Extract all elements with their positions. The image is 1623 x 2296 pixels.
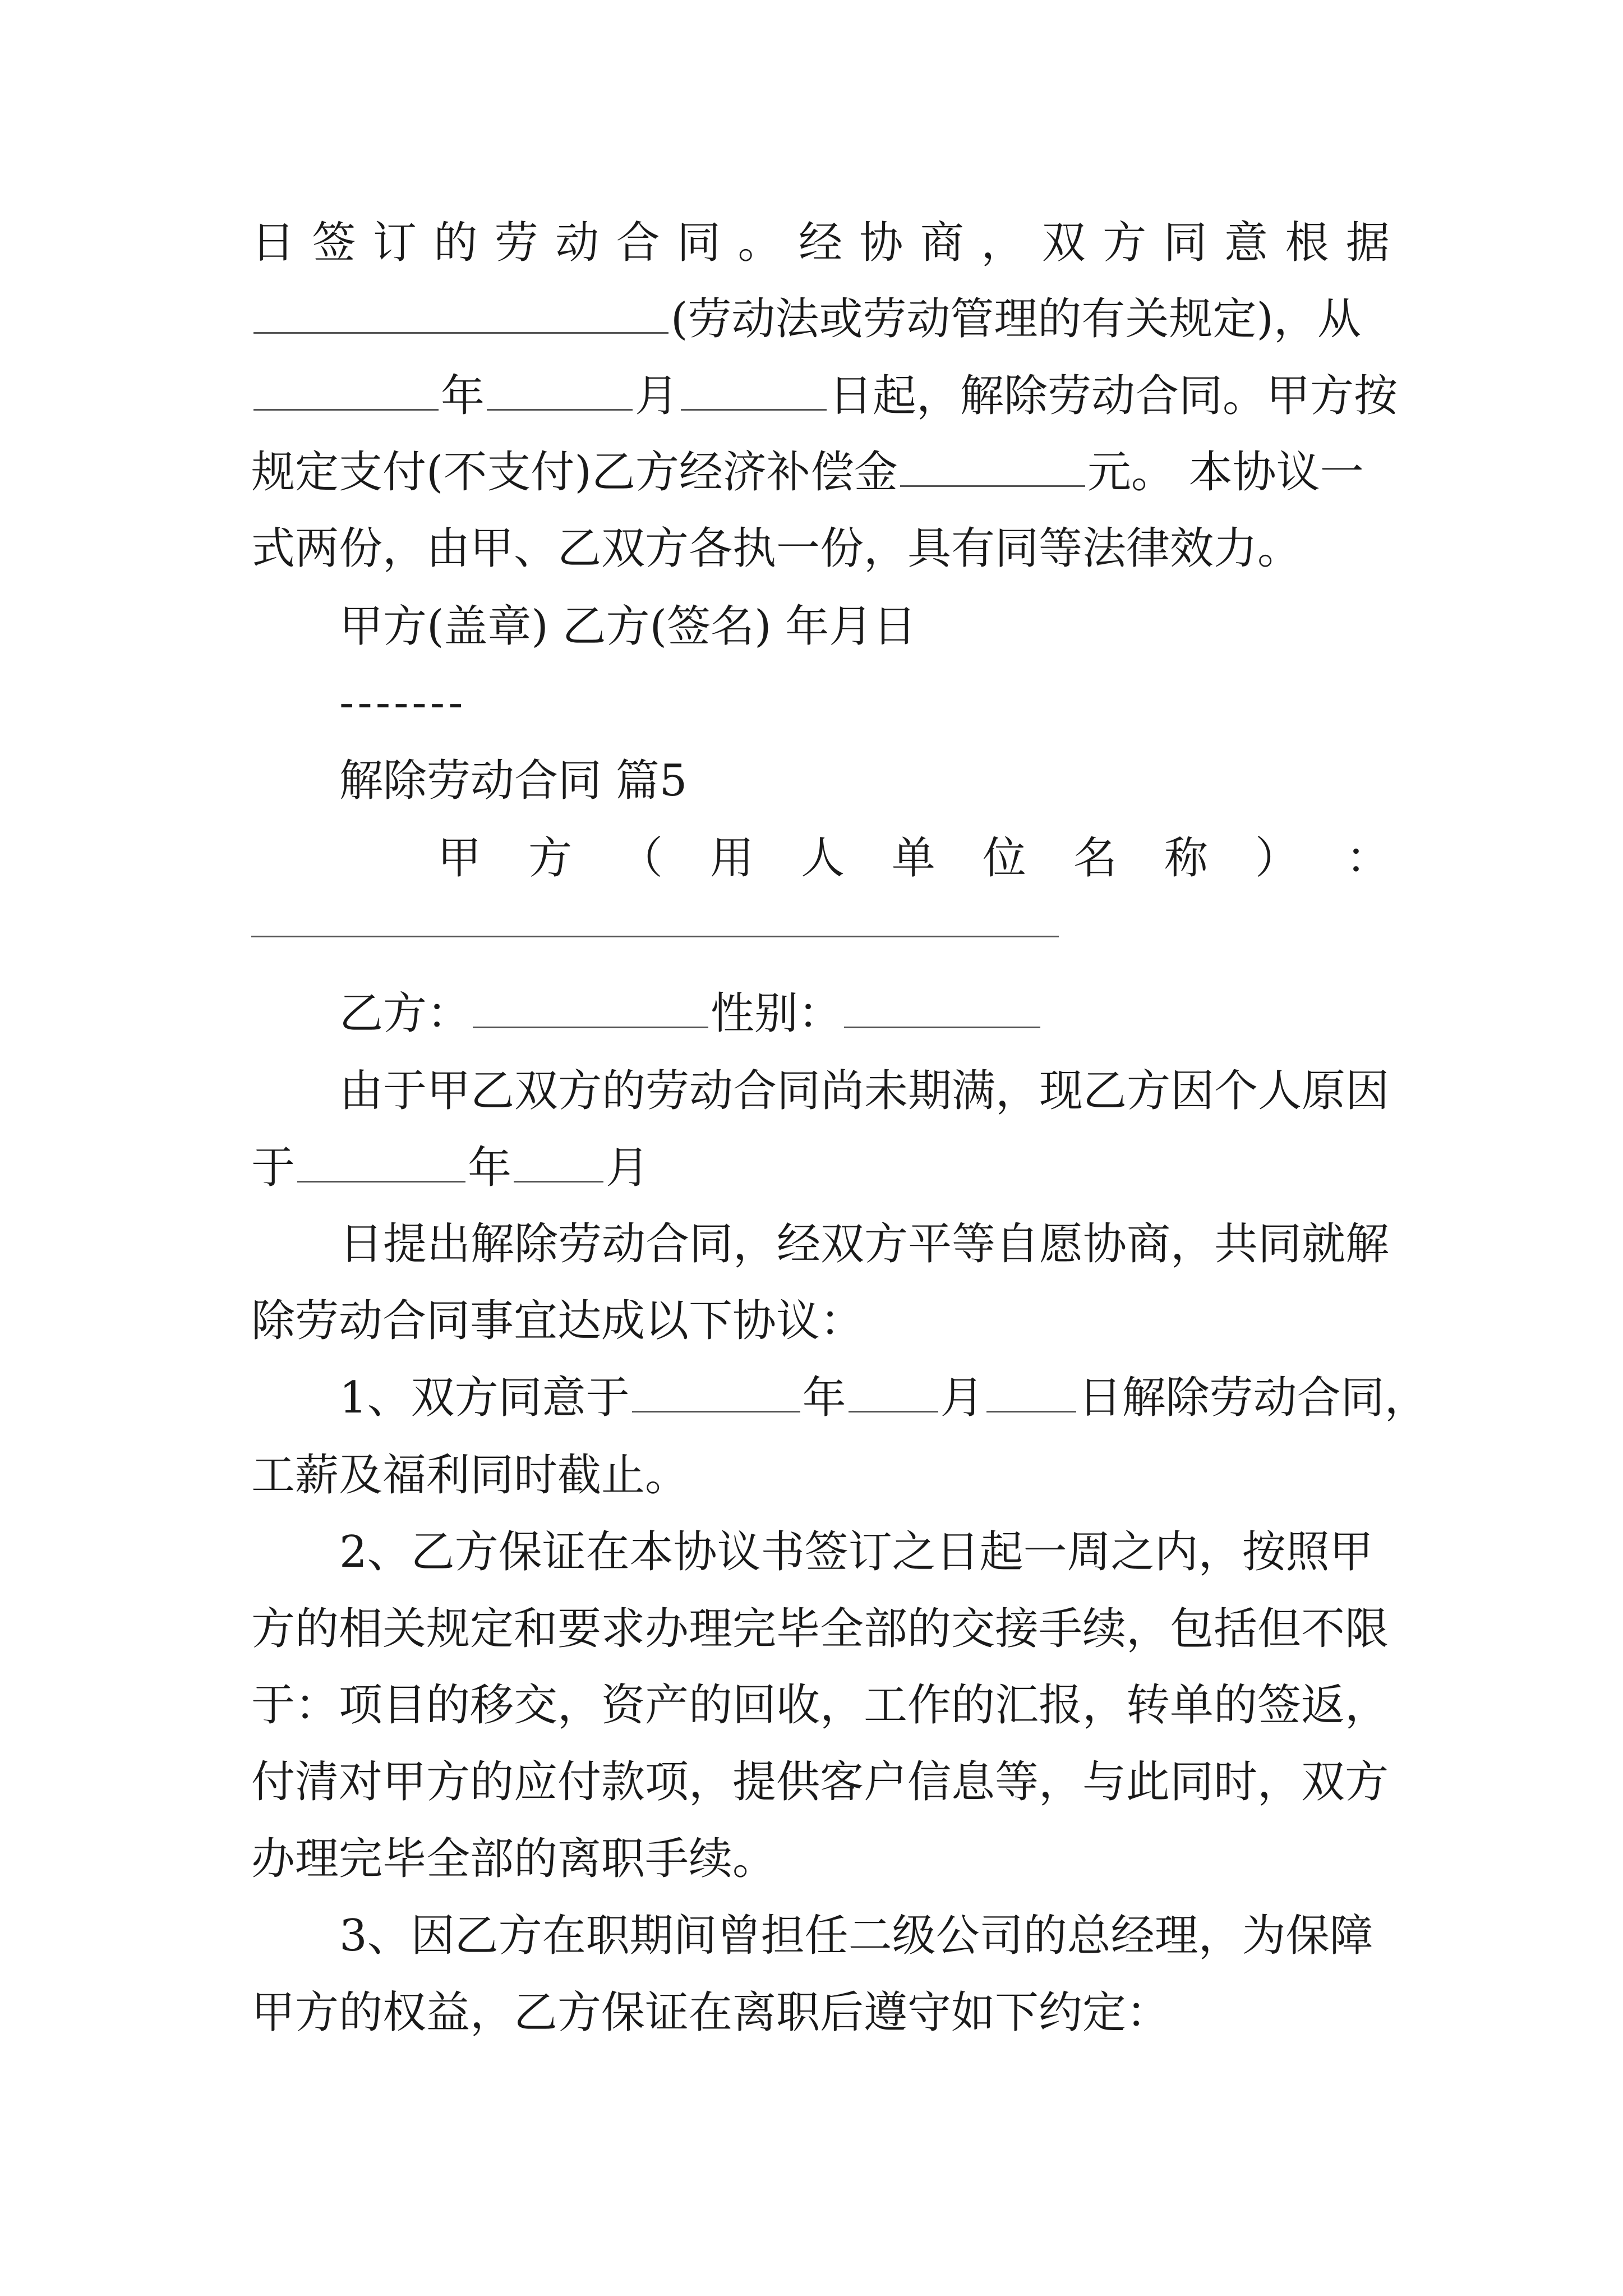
gender-label: 性别： (711, 988, 842, 1039)
char: 单 (891, 833, 935, 884)
char: 同 (1163, 218, 1207, 268)
char: 方 (528, 833, 572, 884)
paragraph-line-24: 甲方的权益，乙方保证在离职后遵守如下约定： (251, 1987, 1170, 2038)
paragraph-line-4 (251, 441, 1390, 503)
char: 动 (555, 218, 600, 268)
party-b-line (339, 983, 1390, 1045)
char: 双 (1041, 218, 1086, 268)
char: 订 (372, 218, 417, 268)
char: 的 (434, 218, 478, 268)
char: ： (1345, 833, 1390, 884)
char: 经 (798, 218, 842, 268)
fill-blank-month[interactable] (487, 370, 633, 411)
line-text: 元。 本协议一 (1087, 447, 1364, 498)
char: 据 (1345, 218, 1390, 268)
char: 意 (1224, 218, 1269, 268)
char: 名 (1073, 833, 1117, 884)
char: 。 (737, 218, 782, 268)
char: 日 (251, 218, 296, 268)
party-b-label: 乙方： (339, 988, 471, 1039)
fill-blank-month[interactable] (514, 1142, 603, 1182)
separator-dashes: ------- (339, 678, 467, 728)
fill-blank-amount[interactable] (900, 446, 1085, 487)
month-label: 月 (606, 1143, 650, 1193)
paragraph-line-20: 于：项目的移交，资产的回收，工作的汇报，转单的签返， (251, 1680, 1389, 1731)
char: 劳 (494, 218, 538, 268)
char: 商 (920, 218, 964, 268)
char: 合 (616, 218, 660, 268)
char: 签 (312, 218, 356, 268)
line-text: 1、双方同意于 (339, 1373, 630, 1423)
paragraph-line-13 (251, 1137, 1390, 1199)
line-text: (劳动法或劳动管理的有关规定)，从 (671, 294, 1361, 344)
char: 用 (709, 833, 754, 884)
fill-blank-day[interactable] (681, 370, 827, 411)
clause-3-line: 3、因乙方在职期间曾担任二级公司的总经理，为保障 (339, 1911, 1373, 1961)
char: 协 (859, 218, 903, 268)
fill-blank-year[interactable] (297, 1142, 465, 1182)
year-label: 年 (802, 1373, 846, 1423)
signature-line: 甲方(盖章) 乙方(签名) 年月日 (339, 601, 917, 652)
paragraph-line-17: 工薪及福利同时截止。 (251, 1450, 689, 1501)
paragraph-line-19: 方的相关规定和要求办理完毕全部的交接手续，包括但不限 (251, 1604, 1389, 1654)
char: ） (1255, 833, 1299, 884)
paragraph-line-3 (251, 365, 1398, 427)
fill-blank-day[interactable] (986, 1372, 1076, 1412)
char: 人 (800, 833, 845, 884)
paragraph-line-22: 办理完毕全部的离职手续。 (251, 1834, 777, 1884)
char: 方 (1103, 218, 1147, 268)
line-text: 于 (251, 1143, 296, 1193)
paragraph-line-2 (251, 288, 1390, 350)
char: 称 (1164, 833, 1208, 884)
line-text: 规定支付(不支付)乙方经济补偿金 (251, 447, 898, 498)
char: 甲 (437, 833, 482, 884)
fill-blank-year[interactable] (253, 370, 439, 411)
char: 位 (982, 833, 1026, 884)
party-a-blank-line (251, 892, 1390, 954)
month-label: 月 (940, 1373, 984, 1423)
paragraph-line-1 (251, 212, 1390, 274)
section-title: 解除劳动合同 篇5 (339, 756, 688, 806)
char: 根 (1285, 218, 1329, 268)
fill-blank-year[interactable] (632, 1372, 800, 1412)
paragraph-line-21: 付清对甲方的应付款项，提供客户信息等，与此同时，双方 (251, 1757, 1389, 1807)
line-text: 日起，解除劳动合同。甲方按 (829, 371, 1398, 421)
paragraph-line-15: 除劳动合同事宜达成以下协议： (251, 1296, 864, 1346)
clause-1-line (339, 1367, 1428, 1429)
fill-blank-law[interactable] (253, 293, 668, 334)
paragraph-line-5: 式两份，由甲、乙双方各执一份，具有同等法律效力。 (251, 523, 1302, 574)
fill-blank-employer-name[interactable] (251, 896, 1059, 937)
fill-blank-party-b[interactable] (473, 987, 708, 1028)
char: ， (981, 218, 1025, 268)
year-label: 年 (468, 1143, 512, 1193)
paragraph-line-14: 日提出解除劳动合同，经双方平等自愿协商，共同就解 (339, 1219, 1390, 1269)
month-label: 月 (635, 371, 679, 421)
year-label: 年 (441, 371, 485, 421)
line-text: 日解除劳动合同， (1078, 1373, 1428, 1423)
clause-2-line: 2、乙方保证在本协议书签订之日起一周之内，按照甲 (339, 1527, 1373, 1577)
paragraph-line-12: 由于甲乙双方的劳动合同尚未期满，现乙方因个人原因 (339, 1066, 1390, 1116)
char: （ (619, 833, 663, 884)
fill-blank-month[interactable] (849, 1372, 938, 1412)
fill-blank-gender[interactable] (844, 987, 1040, 1028)
party-a-line (437, 827, 1390, 889)
char: 同 (677, 218, 721, 268)
